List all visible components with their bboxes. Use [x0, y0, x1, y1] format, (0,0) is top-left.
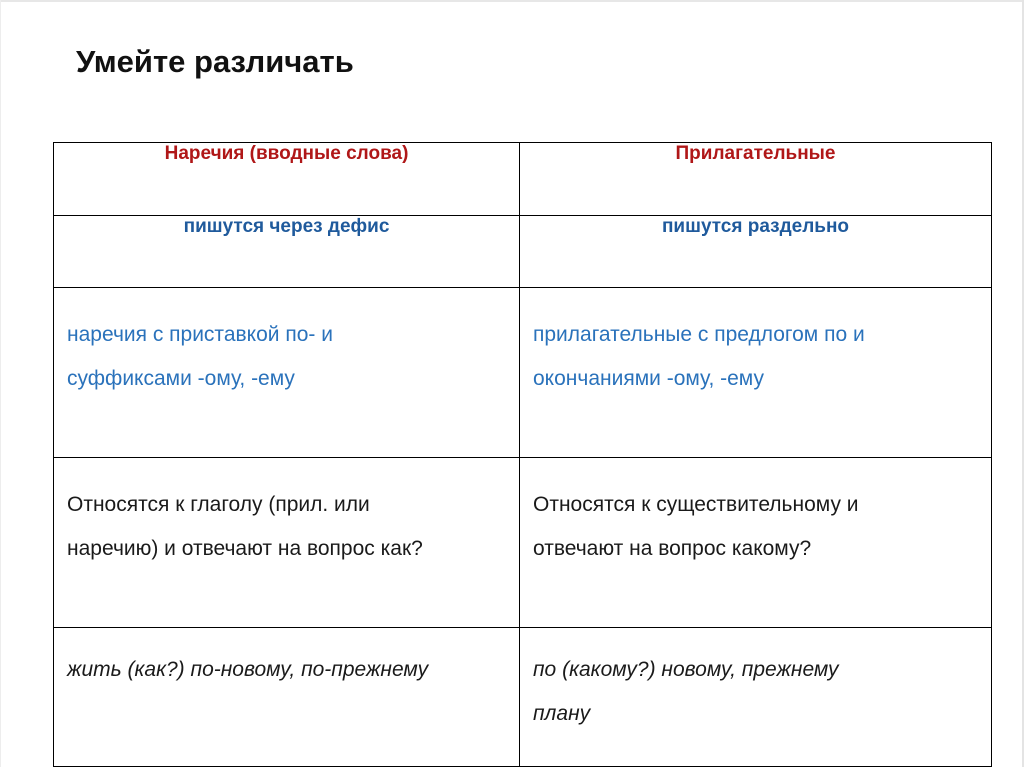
example-cell-left	[54, 628, 520, 767]
example-left: жить (как?) по-новому, по-прежнему	[67, 658, 429, 681]
header-cell-adjectives	[520, 143, 992, 216]
example-right-line-1: по (какому?) новому, прежнему	[533, 658, 839, 681]
slide-title: Умейте различать	[76, 44, 354, 79]
rule-cell-left	[54, 216, 520, 288]
formation-cell-left	[54, 288, 520, 458]
table-row-spelling-rule	[54, 216, 992, 288]
formation-cell-right	[520, 288, 992, 458]
formation-left-line-2: суффиксами -ому, -ему	[67, 367, 295, 390]
rule-separate: пишутся раздельно	[661, 216, 850, 237]
question-left-line-1: Относятся к глаголу (прил. или	[67, 493, 370, 516]
header-adjectives: Прилагательные	[675, 143, 836, 164]
table-row-formation	[54, 288, 992, 458]
question-right-line-1: Относятся к существительному и	[533, 493, 859, 516]
comparison-table	[53, 142, 992, 767]
question-cell-right	[520, 458, 992, 628]
question-cell-left	[54, 458, 520, 628]
header-adverbs: Наречия (вводные слова)	[164, 143, 409, 164]
table-row-question	[54, 458, 992, 628]
formation-right-line-2: окончаниями -ому, -ему	[533, 367, 764, 390]
rule-hyphen: пишутся через дефис	[183, 216, 390, 237]
rule-cell-right	[520, 216, 992, 288]
header-cell-adverbs	[54, 143, 520, 216]
table-row-header	[54, 143, 992, 216]
table-row-example	[54, 628, 992, 767]
example-cell-right	[520, 628, 992, 767]
formation-left-line-1: наречия с приставкой по- и	[67, 323, 333, 346]
slide-top-edge	[0, 0, 1024, 2]
question-left-line-2: наречию) и отвечают на вопрос как?	[67, 537, 423, 560]
slide-left-edge	[0, 0, 1, 767]
example-right-line-2: плану	[533, 702, 591, 725]
formation-right-line-1: прилагательные с предлогом по и	[533, 323, 865, 346]
question-right-line-2: отвечают на вопрос какому?	[533, 537, 812, 560]
